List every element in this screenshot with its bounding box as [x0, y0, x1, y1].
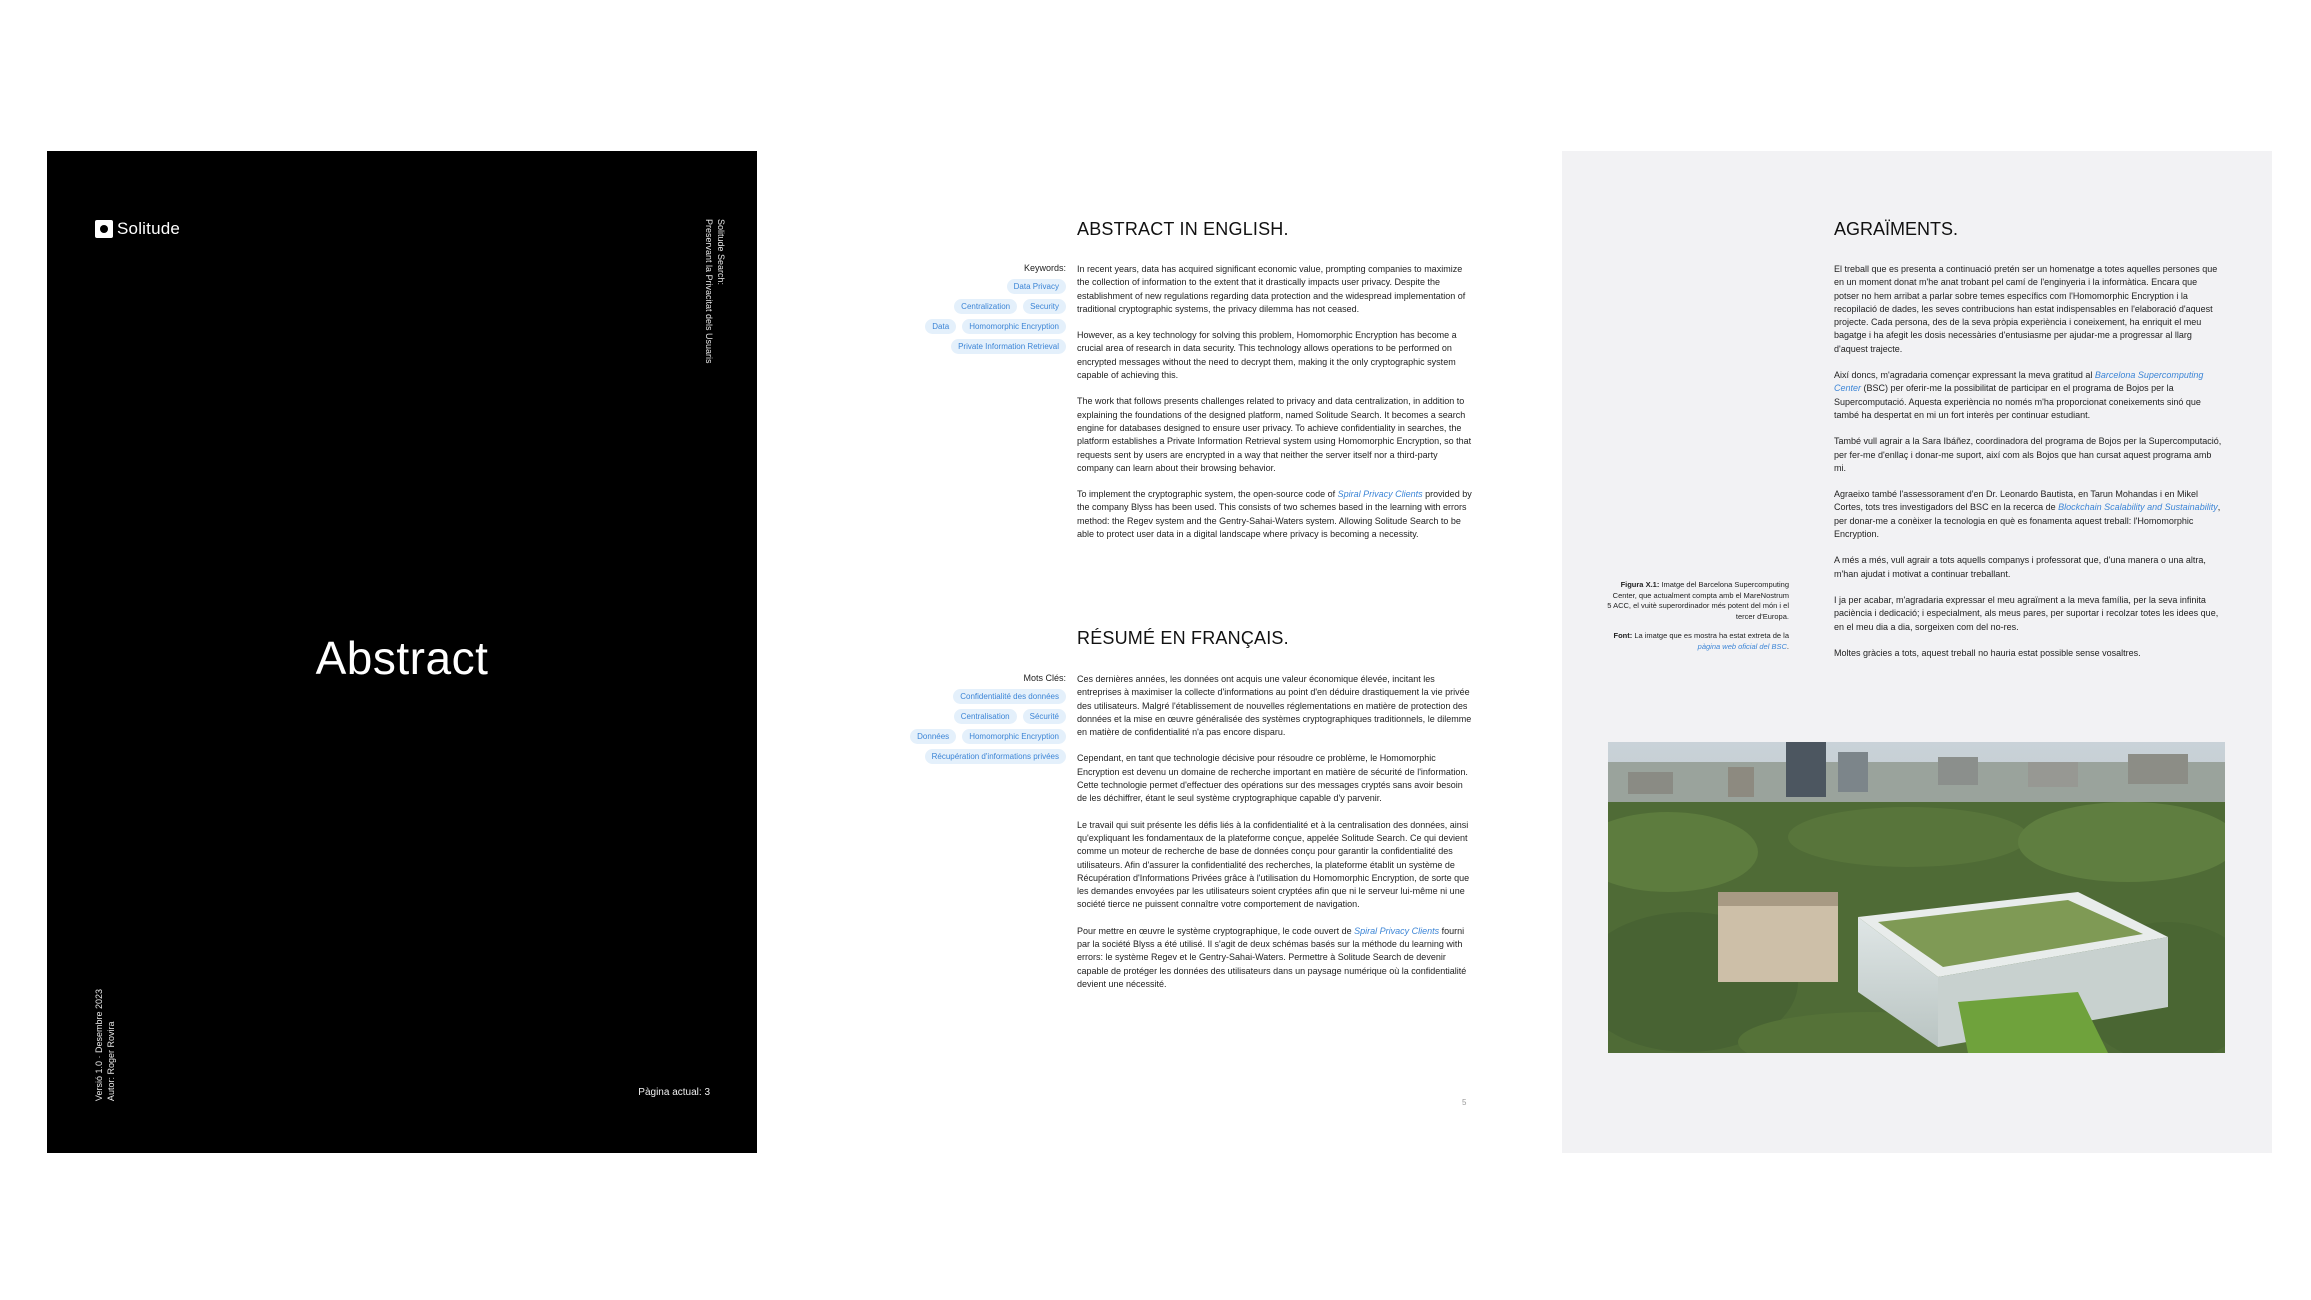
figure-caption-text: Figura X.1: Imatge del Barcelona Supercomputing Center, que actualment compta amb el MareNostrum 5 ACC, el vuitè superordinador més potent del món i el tercer d'Europa. [1607, 580, 1789, 621]
acknowledgements-body [1834, 263, 2224, 673]
cover-page [47, 151, 757, 1153]
paragraph: In recent years, data has acquired significant economic value, prompting companies to maximize the collection of information to the extent that it drastically impacts user privacy. Despite the establishment of new regulations regarding data protection and the widespread implementation of traditional cryptographic systems, the privacy dilemma has not ceased. [1077, 264, 1466, 314]
paragraph: Moltes gràcies a tots, aquest treball no hauria estat possible sense vosaltres. [1834, 647, 2141, 658]
acknowledgements-page [1562, 151, 2272, 1153]
cover-title: Abstract [315, 632, 489, 684]
paragraph: Le travail qui suit présente les défis liés à la confidentialité et à la centralisation des données, ainsi qu'expliquant les fondamentaux de la plateforme conçue, appelée Solitude Search. Ce qui devient comme un moteur de recherche de base de données conçu pour garantir la confidentialité des utilisateurs. Afin d'assurer la confidentialité des recherches, la plateforme établit un système de Récupération d'Informations Privées grâce à l'utilisation du Homomorphic Encryption, de sorte que les demandes envoyées par les utilisateurs soient cryptées afin que ni le serveur lui-même ni une société tierce ne puissent connaître votre comportement de navigation. [1077, 819, 1470, 910]
solitude-logo-icon [95, 220, 113, 238]
keyword-row [925, 299, 1066, 314]
keyword-row [910, 689, 1066, 704]
version-info [93, 989, 117, 1101]
bsc-link[interactable]: Barcelona Supercomputing Center [1834, 370, 2204, 394]
abstract-page [757, 151, 1562, 1153]
solitude-logo [95, 219, 180, 239]
keyword-tag: Centralisation [954, 709, 1017, 724]
document-side-title [703, 219, 727, 364]
keyword-row [925, 319, 1066, 334]
keyword-tag: Centralization [954, 299, 1017, 314]
side-title-line1: Solitude Search: [716, 219, 726, 286]
paragraph: I ja per acabar, m'agradaria expressar el meu agraïment a la meva família, per la seva infinita paciència i dedicació; i especialment, als meus pares, per suportar i recolzar totes les idees que, en el meu dia a dia, sorgeixen com del no-res. [1834, 594, 2219, 632]
paragraph: To implement the cryptographic system, the open-source code of Spiral Privacy Clients provided by the company Blyss has been used. This consists of two schemes based in the learning with errors method: the Regev system and the Gentry-Sahai-Waters system. Allowing Solitude Search to be able to protect user data in a digital landscape where privacy is becoming a necessity. [1077, 489, 1472, 540]
keyword-tag: Private Information Retrieval [951, 339, 1066, 354]
paragraph: However, as a key technology for solving this problem, Homomorphic Encryption has become a crucial area of research in data security. This technology allows operations to be performed on encrypted messages without the need to decrypt them, making it the only cryptographic system capable of achieving this. [1077, 330, 1457, 381]
page-number: 5 [1462, 1098, 1467, 1107]
bsc-building-photo [1608, 742, 2225, 1053]
bsc-aerial-image [1608, 742, 2225, 1053]
keyword-row [925, 279, 1066, 294]
blockchain-research-link[interactable]: Blockchain Scalability and Sustainability [2058, 502, 2218, 513]
keywords-label: Keywords: [1023, 263, 1066, 273]
logo-text: Solitude [117, 219, 181, 238]
keyword-tag: Homomorphic Encryption [962, 729, 1066, 744]
english-abstract-body [1077, 263, 1473, 554]
keyword-tag: Sécurité [1023, 709, 1066, 724]
keyword-tag: Récupération d'informations privées [925, 749, 1066, 764]
keywords-label: Mots Clés: [1023, 673, 1066, 683]
keyword-row [925, 339, 1066, 354]
keyword-row [910, 749, 1066, 764]
figure-source: Font: La imatge que es mostra ha estat extreta de la pàgina web oficial del BSC. [1613, 631, 1789, 651]
paragraph: Cependant, en tant que technologie décisive pour résoudre ce problème, le Homomorphic Encryption est devenu un domaine de recherche important en matière de sécurité de l'information. Cette technologie permet d'effectuer des opérations sur des messages cryptés sans avoir besoin de les déchiffrer, étant le seul système cryptographique capable d'y parvenir. [1077, 753, 1468, 804]
paragraph: El treball que es presenta a continuació pretén ser un homenatge a totes aquelles persones que en un moment donat m'he anat trobant pel camí de l'enginyeria i la informàtica. Encara que potser no hem arribat a parlar sobre temes específics com l'Homomorphic Encryption i la recopilació de dades, les seves contribucions han estat indispensables en l'elaboració d'aquest projecte. Cada persona, des de la seva pròpia experiència i coneixement, ha enriquit el meu bagatge i ha afegit les dosis necessàries d'entusiasme per ajudar-me a progressar al llarg d'aquest trajecte. [1834, 264, 2218, 354]
paragraph: Ces dernières années, les données ont acquis une valeur économique élevée, incitant les entreprises à maximiser la collecte d'informations au point d'en déduire drastiquement la vie privée des utilisateurs. Malgré l'établissement de nouvelles réglementations en matière de protection des données et la mise en œuvre généralisée des systèmes cryptographiques traditionnels, le dilemme en matière de confidentialité n'a pas encore disparu. [1077, 674, 1472, 738]
keyword-tag: Données [910, 729, 956, 744]
paragraph: Pour mettre en œuvre le système cryptographique, le code ouvert de Spiral Privacy Clients fourni par la société Blyss a été utilisé. Il s'agit de deux schémas basés sur la méthode du learning with errors: le système Regev et le Gentry-Sahai-Waters. Permettre à Solitude Search de devenir capable de protéger les données des utilisateurs dans un paysage numérique où la confidentialité devient une nécessité. [1077, 925, 1467, 989]
keyword-tag: Homomorphic Encryption [962, 319, 1066, 334]
paragraph: The work that follows presents challenges related to privacy and data centralization, in addition to explaining the foundations of the designed platform, named Solitude Search. It becomes a search engine for databases designed to ensure user privacy. To achieve confidentiality in searches, the platform establishes a Private Information Retrieval system using Homomorphic Encryption, so that requests sent by users are encrypted in a way that neither the server itself nor a third-party company can learn about their browsing behavior. [1077, 396, 1472, 473]
acknowledgements-title: AGRAÏMENTS. [1834, 219, 1959, 239]
current-page-label: Pàgina actual: 3 [638, 1087, 710, 1098]
french-abstract-body [1077, 673, 1473, 1004]
version-line: Versió 1.0 · Desembre 2023 [94, 989, 104, 1102]
author-line: Autor: Roger Rovira [106, 1021, 116, 1102]
figure-caption [1607, 580, 1789, 652]
keyword-tag: Data Privacy [1007, 279, 1066, 294]
french-keywords [910, 673, 1066, 769]
spiral-privacy-clients-link[interactable]: Spiral Privacy Clients [1337, 489, 1423, 500]
paragraph: A més a més, vull agrair a tots aquells companys i professorat que, d'una manera o una altra, m'han ajudat i motivat a continuar treballant. [1834, 555, 2206, 579]
french-abstract-title: RÉSUMÉ EN FRANÇAIS. [1077, 628, 1289, 648]
english-keywords [925, 263, 1066, 359]
keyword-tag: Security [1023, 299, 1066, 314]
paragraph: Agraeixo també l'assessorament d'en Dr. Leonardo Bautista, en Tarun Mohandas i en Mikel Cortes, tots tres investigadors del BSC en la recerca de Blockchain Scalability and Sustainability, per donar-me a conèixer la tecnologia en què es fonamenta aquest treball: l'Homomorphic Encryption. [1834, 489, 2221, 540]
spiral-privacy-clients-link[interactable]: Spiral Privacy Clients [1354, 925, 1440, 936]
paragraph: També vull agrair a la Sara Ibáñez, coordinadora del programa de Bojos per la Supercomputació, per fer-me d'enllaç i donar-me suport, així com als Bojos que han cursat aquest programa amb mi. [1834, 436, 2222, 473]
keyword-row [910, 709, 1066, 724]
bsc-website-link[interactable]: pàgina web oficial del BSC [1697, 641, 1787, 651]
keyword-row [910, 729, 1066, 744]
english-abstract-title: ABSTRACT IN ENGLISH. [1077, 219, 1289, 239]
keyword-tag: Data [925, 319, 956, 334]
side-title-line2: Preservant la Privacitat dels Usuaris [704, 219, 714, 364]
keyword-tag: Confidentialité des données [953, 689, 1066, 704]
paragraph: Així doncs, m'agradaria començar expressant la meva gratitud al Barcelona Supercomputing Center (BSC) per oferir-me la possibilitat de participar en el programa de Bojos per la Supercomputació. Aquesta experiència no només m'ha proporcionat coneixements sinó que també ha despertat en mi un fort interès per continuar estudiant. [1834, 370, 2204, 420]
